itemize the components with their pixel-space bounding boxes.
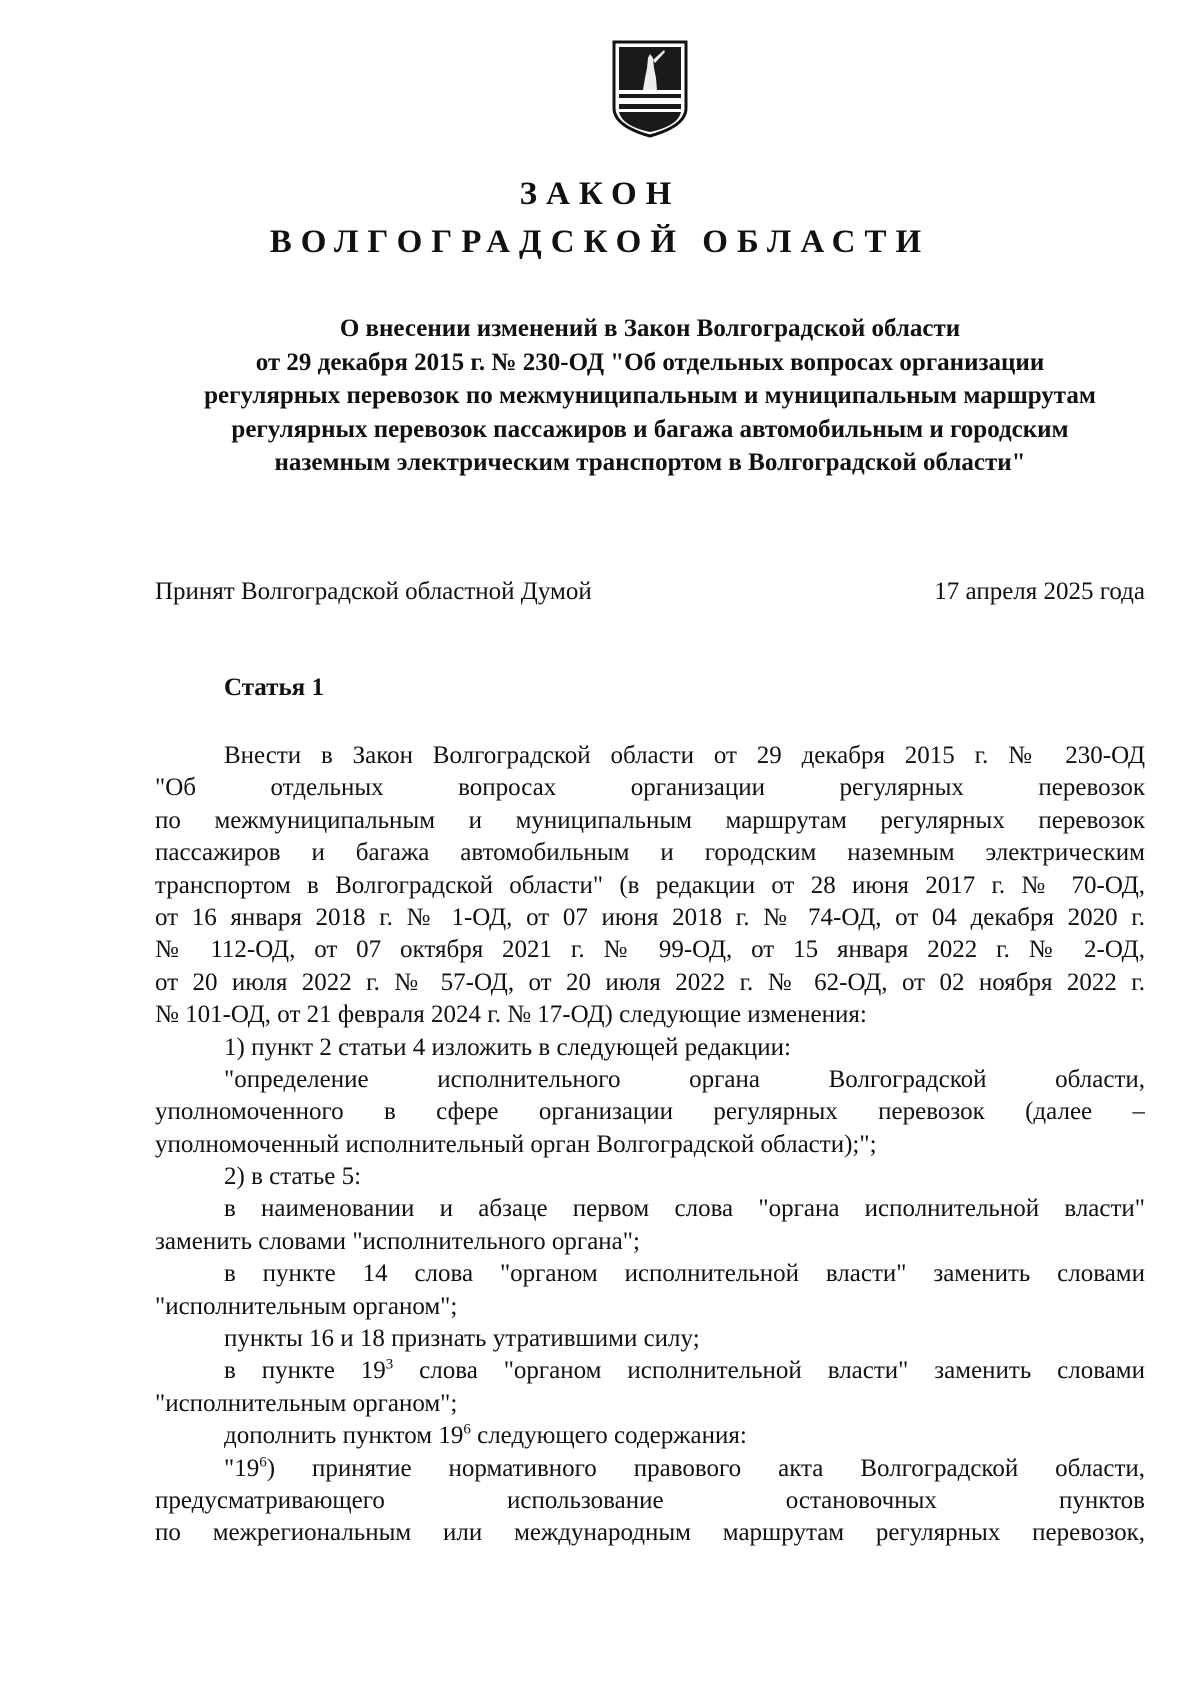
superscript: 6 [259,1454,267,1471]
adopted-date: 17 апреля 2025 года [934,578,1145,605]
superscript: 6 [463,1421,471,1438]
body-line: "исполнительным органом"; [155,1389,458,1417]
body-line: "Об отдельных вопросах организации регулярных перевозок [155,774,1145,802]
body-line: уполномоченного в сфере организации регулярных перевозок (далее – [155,1098,1145,1126]
body-line: Внести в Закон Волгоградской области от 29 декабря 2015 г. № 230-ОД [224,742,1145,769]
body-line-supplement [155,1420,1145,1452]
body-line: "определение исполнительного органа Волгоградской области, [224,1065,1145,1093]
subject-line: от 29 декабря 2015 г. № 230-ОД "Об отдельных вопросах организации [255,348,1045,376]
body-line: от 20 июля 2022 г. № 57-ОД, от 20 июля 2022 г. № 62-ОД, от 02 ноября 2022 г. [155,968,1145,996]
article-body [155,740,1145,1550]
body-line: № 112-ОД, от 07 октября 2021 г. № 99-ОД, от 15 января 2022 г. № 2-ОД, [155,936,1145,964]
adoption-line [155,578,1145,606]
body-line: в наименовании и абзаце первом слова "органа исполнительной власти" [224,1195,1145,1223]
inline-text: ) принятие нормативного правового акта Волгоградской области, [266,1454,1145,1482]
body-line-point-19-6 [155,1453,1145,1485]
inline-text: слова "органом исполнительной власти" заменить словами [419,1357,1145,1385]
inline-text: следующего содержания: [477,1422,747,1450]
body-line: по межмуниципальным и муниципальным маршрутам регулярных перевозок [155,806,1145,834]
adopted-by-label: Принят Волгоградской областной Думой [155,578,592,605]
law-subject [150,312,1150,480]
subject-line: О внесении изменений в Закон Волгоградской области [339,315,961,342]
body-line: пассажиров и багажа автомобильным и городским наземным электрическим [155,839,1145,867]
inline-text: дополнить пунктом 19 [224,1422,464,1450]
subject-line: регулярных перевозок по межмуниципальным и муниципальным маршрутам [204,382,1096,409]
body-line: уполномоченный исполнительный орган Волгоградской области);"; [155,1130,877,1158]
law-title: ЗАКОН [519,176,681,212]
superscript: 3 [385,1357,394,1374]
article-heading: Статья 1 [224,674,324,701]
subject-line: регулярных перевозок пассажиров и багажа автомобильным и городским [231,415,1069,443]
body-line: от 16 января 2018 г. № 1-ОД, от 07 июня 2018 г. № 74-ОД, от 04 декабря 2020 г. [155,903,1145,931]
subject-line: наземным электрическим транспортом в Волгоградской области" [274,449,1026,476]
body-line: № 101-ОД, от 21 февраля 2024 г. № 17-ОД) следующие изменения: [155,1001,867,1029]
body-line: по межрегиональным или международным маршрутам регулярных перевозок, [155,1519,1145,1547]
body-line: в пункте 14 слова "органом исполнительной власти" заменить словами [224,1260,1145,1288]
body-line: транспортом в Волгоградской области" (в редакции от 28 июня 2017 г. № 70-ОД, [155,871,1145,899]
body-line: пункты 16 и 18 признать утратившими силу; [224,1325,700,1353]
inline-text: в пункте 19 [224,1357,386,1385]
body-line-point-19-3 [155,1355,1145,1387]
law-region-title: ВОЛГОГРАДСКОЙ ОБЛАСТИ [269,224,931,260]
body-line: заменить словами "исполнительного органа"; [155,1227,640,1255]
body-line: предусматривающего использование остановочных пунктов [155,1486,1145,1514]
body-line: 2) в статье 5: [224,1163,362,1191]
body-line: 1) пункт 2 статьи 4 изложить в следующей редакции: [224,1033,791,1061]
body-line: "исполнительным органом"; [155,1292,458,1320]
inline-text: "19 [224,1454,260,1482]
volgograd-coat-of-arms-icon [610,38,690,138]
